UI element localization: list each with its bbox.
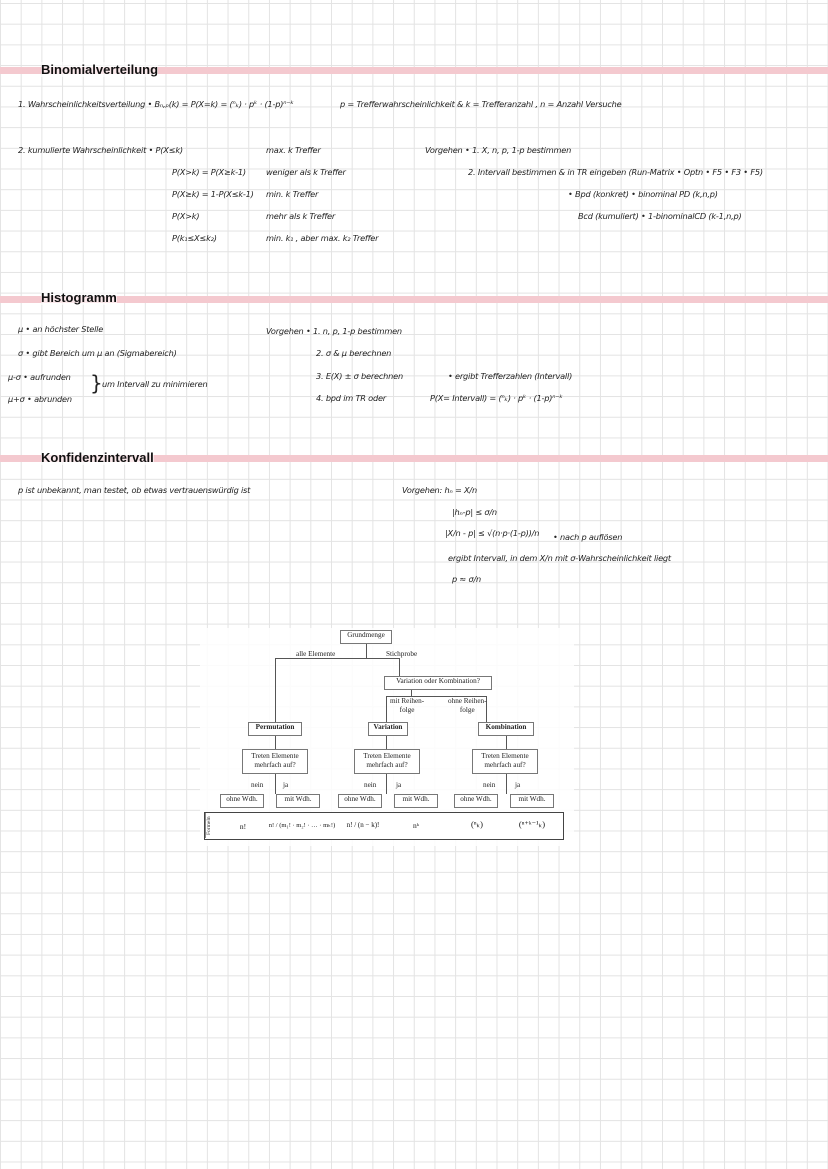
- binomial-step-3: • Bpd (konkret) • binominal PD (k,n,p): [568, 189, 718, 199]
- konfidenz-step-2: |hₙ-p| ≤ σ/n: [452, 507, 497, 517]
- histogramm-left-1: σ • gibt Bereich um μ an (Sigmabereich): [18, 348, 177, 358]
- label-no-3: nein: [483, 781, 496, 789]
- binomial-step-2: 2. Intervall bestimmen & in TR eingeben (Run-Matrix • Optn • F5 • F3 • F5): [468, 167, 763, 177]
- histogramm-step-3-note: • ergibt Trefferzahlen (Intervall): [448, 371, 573, 381]
- cumulative-formula-1: P(X>k) = P(X≥k-1): [172, 167, 246, 177]
- connector-line: [399, 658, 400, 678]
- connector-line: [506, 778, 507, 794]
- formula-kombination-with: (ⁿ⁺ᵏ⁻¹ₖ): [518, 819, 546, 829]
- binomial-line1-left: 1. Wahrscheinlichkeitsverteilung • Bₙ,ₚ(k) = P(X=k) = (ⁿₖ) · pᵏ · (1-p)ⁿ⁻ᵏ: [18, 99, 294, 109]
- histogramm-step-1: Vorgehen • 1. n, p, 1-p bestimmen: [266, 326, 402, 336]
- node-with-repetition-3: mit Wdh.: [510, 794, 554, 808]
- connector-line: [386, 778, 387, 794]
- konfidenz-left: p ist unbekannt, man testet, ob etwas vertrauenswürdig ist: [18, 485, 251, 495]
- connector-line: [275, 778, 276, 794]
- label-yes-1: ja: [283, 781, 289, 789]
- heading-binomial: Binomialverteilung: [41, 62, 159, 77]
- node-repeat-question-1: Treten Elemente mehrfach auf?: [242, 749, 308, 774]
- node-without-repetition-1: ohne Wdh.: [220, 794, 264, 808]
- node-repeat-question-3: Treten Elemente mehrfach auf?: [472, 749, 538, 774]
- branch-label-with-order: mit Reihen- folge: [390, 697, 425, 714]
- konfidenz-step-3: |X/n - p| ≤ √(n·p·(1-p))/n: [445, 528, 540, 538]
- formula-permutation-without: n!: [239, 822, 247, 831]
- histogramm-step-3: 3. E(X) ± σ berechnen: [316, 371, 403, 381]
- combinatorics-diagram: [200, 628, 574, 846]
- cumulative-label: 2. kumulierte Wahrscheinlichkeit • P(X≤k): [18, 145, 183, 155]
- node-without-repetition-2: ohne Wdh.: [338, 794, 382, 808]
- histogramm-brace-note: um Intervall zu minimieren: [102, 379, 208, 389]
- histogramm-step-2: 2. σ & μ berechnen: [316, 348, 392, 358]
- konfidenz-step-4: • nach p auflösen: [553, 532, 623, 542]
- connector-line: [506, 736, 507, 749]
- heading-histogramm: Histogramm: [41, 290, 117, 305]
- connector-line: [275, 658, 399, 659]
- histogramm-step-4-note: P(X= Intervall) = (ⁿₖ) · pᵏ · (1-p)ⁿ⁻ᵏ: [430, 393, 563, 403]
- cumulative-formula-4: P(k₁≤X≤k₂): [172, 233, 217, 243]
- node-without-repetition-3: ohne Wdh.: [454, 794, 498, 808]
- cumulative-meaning-2: min. k Treffer: [266, 189, 319, 199]
- connector-line: [386, 696, 387, 722]
- connector-line: [275, 736, 276, 749]
- node-variation: Variation: [368, 722, 408, 736]
- node-kombination: Kombination: [478, 722, 534, 736]
- cumulative-formula-2: P(X≥k) = 1-P(X≤k-1): [172, 189, 254, 199]
- cumulative-formula-3: P(X>k): [172, 211, 200, 221]
- formula-row: [204, 812, 564, 840]
- histogramm-left-2: μ-σ • aufrunden: [8, 372, 71, 382]
- node-with-repetition-2: mit Wdh.: [394, 794, 438, 808]
- branch-label-all-elements: alle Elemente: [296, 650, 336, 658]
- label-no-1: nein: [251, 781, 264, 789]
- node-permutation: Permutation: [248, 722, 302, 736]
- branch-label-without-order: ohne Reihen- folge: [448, 697, 487, 714]
- label-no-2: nein: [364, 781, 377, 789]
- node-grundmenge: Grundmenge: [340, 630, 392, 644]
- branch-label-sample: Stichprobe: [386, 650, 418, 658]
- formula-permutation-with: n! / (m₁! · m₂! · … · mₖ!): [268, 822, 336, 829]
- formula-variation-with: nᵏ: [412, 821, 420, 830]
- label-yes-2: ja: [396, 781, 402, 789]
- histogramm-left-3: μ+σ • abrunden: [8, 394, 72, 404]
- cumulative-meaning-0: max. k Treffer: [266, 145, 321, 155]
- konfidenz-step-1: Vorgehen: hₙ = X/n: [402, 485, 477, 495]
- node-repeat-question-2: Treten Elemente mehrfach auf?: [354, 749, 420, 774]
- cumulative-meaning-3: mehr als k Treffer: [266, 211, 336, 221]
- formula-variation-without: n! / (n − k)!: [346, 821, 380, 829]
- brace-icon: }: [90, 371, 103, 395]
- formula-row-label: Formeln: [205, 813, 216, 838]
- connector-line: [275, 658, 276, 722]
- formula-kombination-without: (ⁿₖ): [471, 819, 483, 829]
- histogramm-step-4: 4. bpd im TR oder: [316, 393, 386, 403]
- section-band: [0, 296, 828, 303]
- cumulative-meaning-1: weniger als k Treffer: [266, 167, 346, 177]
- heading-konfidenz: Konfidenzintervall: [41, 450, 154, 465]
- node-with-repetition-1: mit Wdh.: [276, 794, 320, 808]
- binomial-line1-right: p = Trefferwahrscheinlichkeit & k = Trefferanzahl , n = Anzahl Versuche: [340, 99, 622, 109]
- binomial-step-4: Bcd (kumuliert) • 1-binominalCD (k-1,n,p): [578, 211, 742, 221]
- cumulative-meaning-4: min. k₁ , aber max. k₂ Treffer: [266, 233, 379, 243]
- histogramm-left-0: μ • an höchster Stelle: [18, 324, 104, 334]
- connector-line: [366, 644, 367, 658]
- konfidenz-step-6: p ≈ σ/n: [452, 574, 481, 584]
- binomial-step-1: Vorgehen • 1. X, n, p, 1-p bestimmen: [425, 145, 572, 155]
- node-variation-or-combination: Variation oder Kombination?: [384, 676, 492, 690]
- connector-line: [386, 736, 387, 749]
- konfidenz-step-5: ergibt Intervall, in dem X/n mit σ-Wahrscheinlichkeit liegt: [448, 553, 671, 563]
- label-yes-3: ja: [515, 781, 521, 789]
